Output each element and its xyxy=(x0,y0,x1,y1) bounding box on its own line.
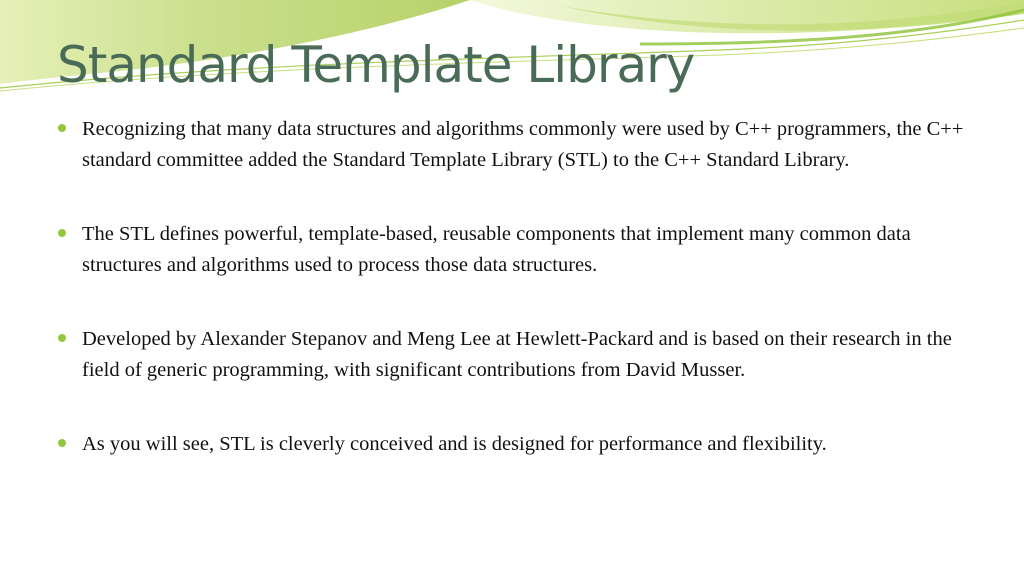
bullet-text: Developed by Alexander Stepanov and Meng Lee at Hewlett-Packard and is based on their research in the field of generic programming, with significant contributions from David Musser. xyxy=(82,328,952,381)
slide-title: Standard Template Library xyxy=(57,36,695,94)
bullet-dot-icon xyxy=(58,334,66,342)
list-item xyxy=(58,219,978,280)
bullet-text: Recognizing that many data structures and algorithms commonly were used by C++ programmers, the C++ standard committee added the Standard Template Library (STL) to the C++ Standard Library. xyxy=(82,118,964,171)
bullet-dot-icon xyxy=(58,439,66,447)
bullet-text: The STL defines powerful, template-based, reusable components that implement many common data structures and algorithms used to process those data structures. xyxy=(82,223,911,276)
bullet-dot-icon xyxy=(58,229,66,237)
bullet-dot-icon xyxy=(58,124,66,132)
list-item xyxy=(58,429,978,460)
bullet-text: As you will see, STL is cleverly conceived and is designed for performance and flexibility. xyxy=(82,433,827,455)
bullet-list xyxy=(58,114,978,504)
list-item xyxy=(58,114,978,175)
list-item xyxy=(58,324,978,385)
